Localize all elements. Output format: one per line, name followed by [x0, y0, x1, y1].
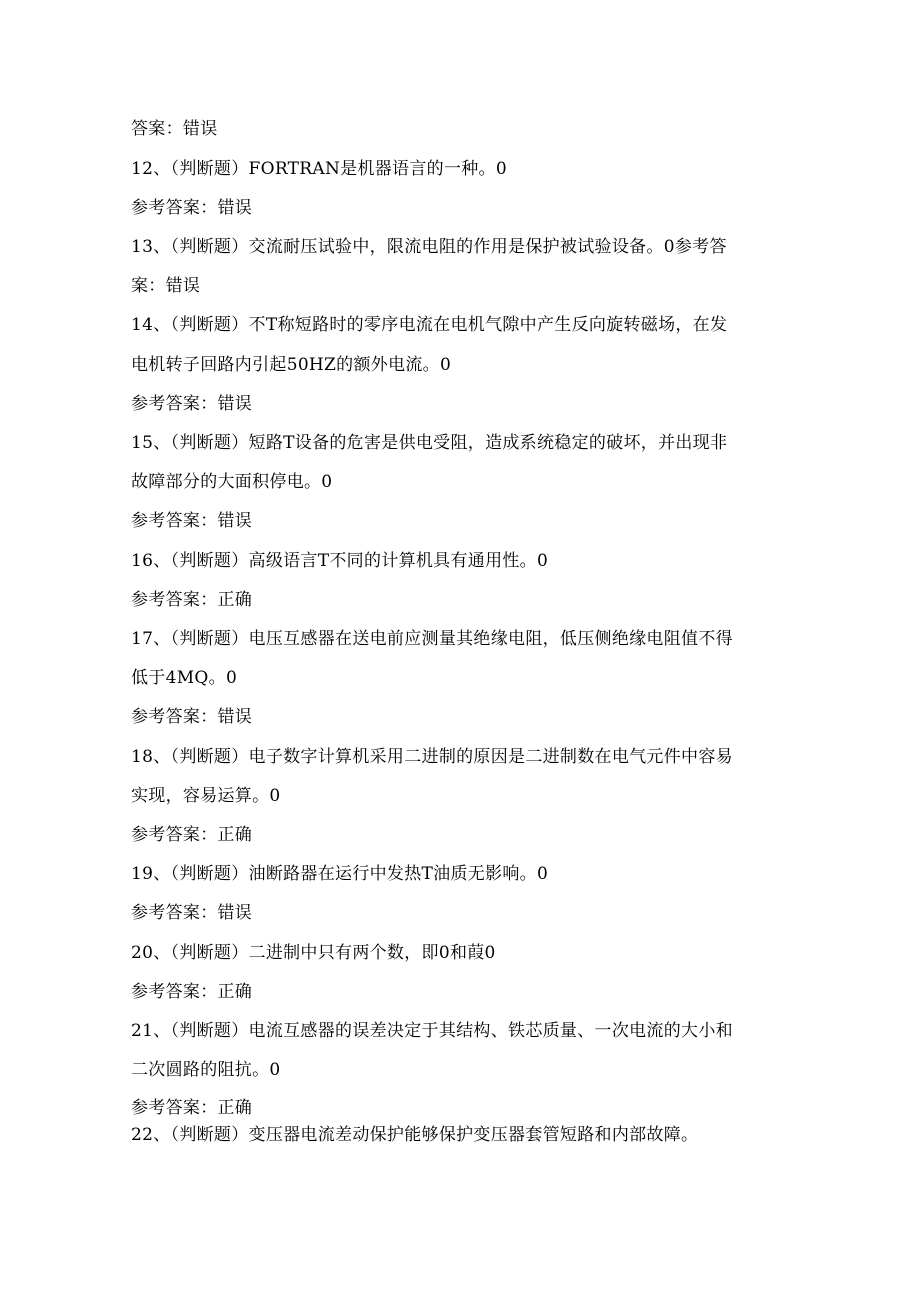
answer-line: 答案：错误	[131, 119, 218, 139]
answer-line: 案：错误	[131, 276, 201, 296]
answer-line: 参考答案：错误	[131, 198, 253, 218]
question-line: 18、（判断题）电子数字计算机采用二进制的原因是二进制数在电气元件中容易	[131, 747, 733, 767]
question-line: 15、（判断题）短路T设备的危害是供电受阻，造成系统稳定的破坏，并出现非	[131, 433, 728, 453]
question-line: 14、（判断题）不T称短路时的零序电流在电机气隙中产生反向旋转磁场，在发	[131, 315, 728, 335]
answer-line: 参考答案：错误	[131, 903, 253, 923]
question-line: 故障部分的大面积停电。0	[131, 472, 333, 492]
question-line: 13、（判断题）交流耐压试验中，限流电阻的作用是保护被试验设备。0参考答	[131, 237, 727, 257]
question-line: 电机转子回路内引起50HZ的额外电流。0	[131, 355, 452, 375]
question-line: 20、（判断题）二进制中只有两个数，即0和葭0	[131, 943, 496, 963]
answer-line: 参考答案：错误	[131, 511, 253, 531]
question-line: 12、（判断题）FORTRAN是机器语言的一种。0	[131, 159, 507, 179]
answer-line: 参考答案：错误	[131, 707, 253, 727]
answer-line: 参考答案：错误	[131, 394, 253, 414]
question-line: 实现，容易运算。0	[131, 786, 281, 806]
answer-line: 参考答案：正确	[131, 825, 253, 845]
answer-line: 参考答案：正确	[131, 1098, 253, 1118]
question-line: 22、（判断题）变压器电流差动保护能够保护变压器套管短路和内部故障。	[131, 1125, 699, 1145]
question-line: 19、（判断题）油断路器在运行中发热T油质无影响。0	[131, 864, 549, 884]
question-line: 低于4MQ。0	[131, 668, 238, 688]
question-line: 二次圆路的阻抗。0	[131, 1060, 281, 1080]
question-line: 17、（判断题）电压互感器在送电前应测量其绝缘电阻，低压侧绝缘电阻值不得	[131, 629, 733, 649]
question-line: 21、（判断题）电流互感器的误差决定于其结构、铁芯质量、一次电流的大小和	[131, 1021, 733, 1041]
question-line: 16、（判断题）高级语言T不同的计算机具有通用性。0	[131, 551, 549, 571]
answer-line: 参考答案：正确	[131, 590, 253, 610]
answer-line: 参考答案：正确	[131, 982, 253, 1002]
